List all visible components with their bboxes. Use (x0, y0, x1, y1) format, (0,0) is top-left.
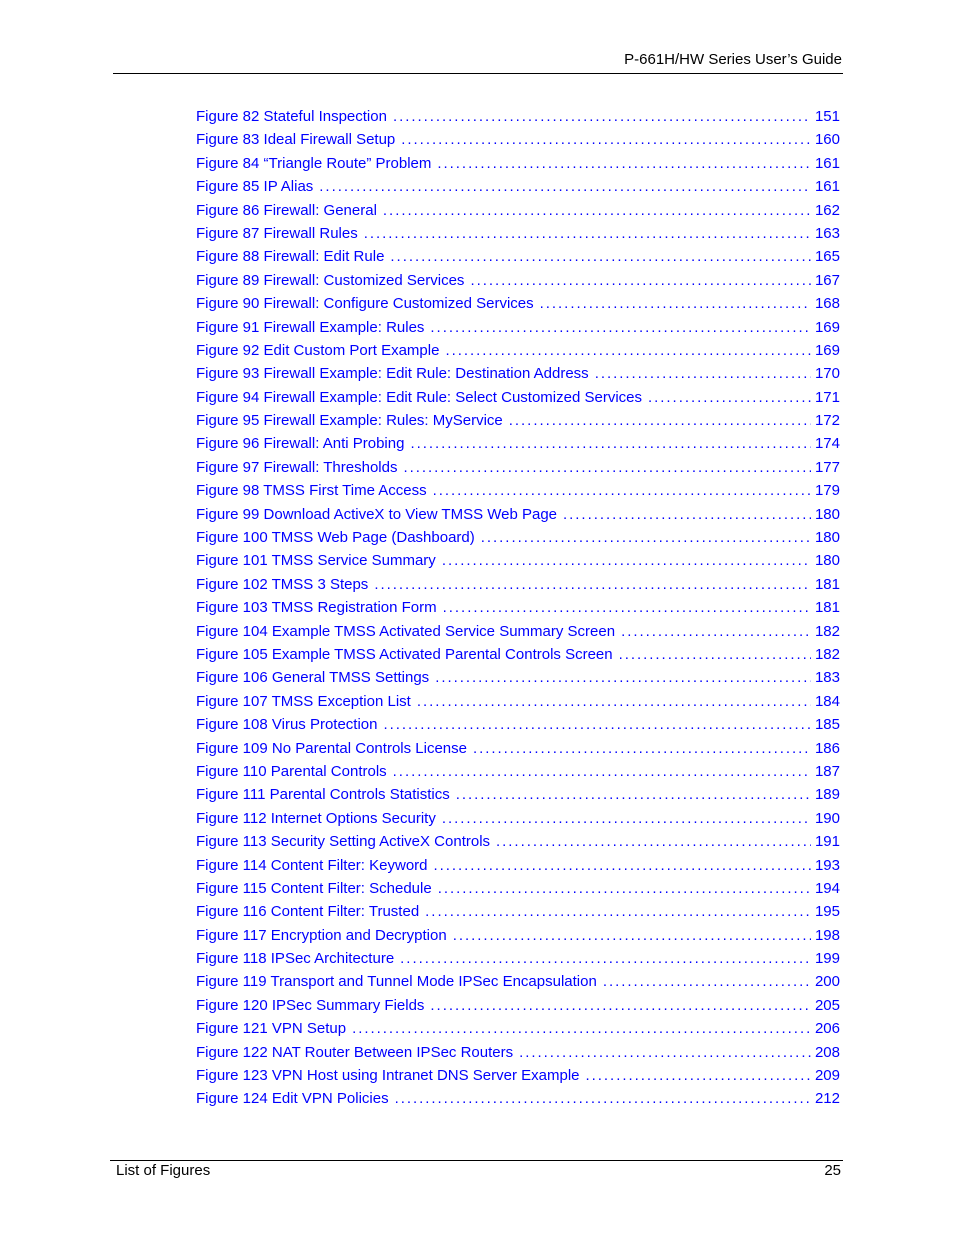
toc-entry-page-number[interactable]: 151 (814, 108, 840, 125)
toc-entry[interactable] (196, 292, 840, 315)
toc-entry-title[interactable]: Figure 85 IP Alias (196, 178, 314, 196)
toc-entry-title[interactable]: Figure 92 Edit Custom Port Example (196, 341, 440, 359)
toc-dot-leader (621, 620, 811, 643)
toc-dot-leader (470, 269, 811, 292)
toc-entry-page-number[interactable]: 195 (814, 903, 840, 921)
toc-dot-leader (430, 316, 811, 339)
toc-entry-page-number[interactable]: 194 (814, 879, 840, 897)
toc-entry-title[interactable]: Figure 120 IPSec Summary Fields (196, 996, 425, 1014)
toc-dot-leader (456, 783, 811, 806)
toc-dot-leader (352, 1017, 811, 1040)
toc-entry[interactable] (196, 549, 840, 572)
toc-entry[interactable] (196, 737, 840, 760)
toc-entry-page-number[interactable]: 193 (814, 856, 840, 874)
toc-entry-title[interactable]: Figure 93 Firewall Example: Edit Rule: Destination Address (196, 365, 589, 383)
toc-entry[interactable] (196, 807, 840, 830)
toc-dot-leader (433, 479, 811, 502)
toc-dot-leader (442, 807, 811, 830)
toc-entry-page-number[interactable]: 160 (814, 131, 840, 149)
toc-entry-page-number[interactable]: 174 (814, 435, 840, 453)
toc-entry-title[interactable]: Figure 111 Parental Controls Statistics (196, 786, 450, 804)
toc-entry-page-number[interactable]: 180 (814, 505, 840, 523)
toc-entry[interactable] (196, 596, 840, 619)
toc-entry[interactable] (196, 994, 840, 1017)
toc-dot-leader (438, 877, 811, 900)
toc-entry[interactable] (196, 854, 840, 877)
toc-entry-page-number[interactable]: 181 (814, 575, 840, 593)
footer-rule (110, 1160, 843, 1161)
toc-entry[interactable] (196, 1041, 840, 1064)
toc-dot-leader (401, 128, 811, 151)
toc-dot-leader (383, 199, 811, 222)
toc-entry-title[interactable]: Figure 99 Download ActiveX to View TMSS Web Page (196, 505, 558, 523)
toc-dot-leader (417, 690, 811, 713)
toc-entry[interactable] (196, 573, 840, 596)
toc-entry-title[interactable]: Figure 88 Firewall: Edit Rule (196, 248, 385, 266)
toc-entry-title[interactable]: Figure 117 Encryption and Decryption (196, 926, 447, 944)
toc-entry-page-number[interactable]: 169 (814, 341, 840, 359)
toc-entry-page-number[interactable]: 187 (814, 762, 840, 780)
toc-dot-leader (393, 105, 811, 128)
toc-dot-leader (384, 713, 811, 736)
toc-entry[interactable] (196, 199, 840, 222)
toc-entry-page-number[interactable]: 172 (814, 412, 840, 430)
toc-entry-title[interactable]: Figure 89 Firewall: Customized Services (196, 271, 465, 289)
toc-entry-title[interactable]: Figure 90 Firewall: Configure Customized Services (196, 295, 534, 313)
toc-entry-title[interactable]: Figure 97 Firewall: Thresholds (196, 458, 398, 476)
footer-section-title: List of Figures (116, 1162, 211, 1179)
toc-entry-page-number[interactable]: 180 (814, 529, 840, 547)
toc-entry-page-number[interactable]: 208 (814, 1043, 840, 1061)
toc-entry[interactable] (196, 900, 840, 923)
toc-entry-title[interactable]: Figure 112 Internet Options Security (196, 809, 436, 827)
toc-entry-page-number[interactable]: 165 (814, 248, 840, 266)
toc-entry-page-number[interactable]: 163 (814, 224, 840, 242)
toc-entry-page-number[interactable]: 162 (814, 201, 840, 219)
toc-dot-leader (445, 339, 811, 362)
toc-entry-page-number[interactable]: 190 (814, 809, 840, 827)
toc-entry[interactable] (196, 526, 840, 549)
toc-entry-page-number[interactable]: 212 (814, 1090, 840, 1108)
toc-entry-title[interactable]: Figure 82 Stateful Inspection (196, 108, 387, 125)
toc-entry-page-number[interactable]: 167 (814, 271, 840, 289)
toc-entry-title[interactable]: Figure 103 TMSS Registration Form (196, 599, 437, 617)
toc-entry[interactable] (196, 503, 840, 526)
toc-dot-leader (400, 947, 811, 970)
header-rule (113, 73, 843, 74)
toc-dot-leader (430, 994, 811, 1017)
toc-entry[interactable] (196, 620, 840, 643)
toc-entry[interactable] (196, 643, 840, 666)
toc-entry[interactable] (196, 105, 840, 128)
toc-entry[interactable] (196, 877, 840, 900)
toc-dot-leader (481, 526, 811, 549)
toc-dot-leader (619, 643, 811, 666)
toc-entry-title[interactable]: Figure 95 Firewall Example: Rules: MyService (196, 412, 503, 430)
toc-dot-leader (496, 830, 811, 853)
list-of-figures (196, 105, 840, 1111)
toc-entry[interactable] (196, 152, 840, 175)
toc-entry-title[interactable]: Figure 106 General TMSS Settings (196, 669, 430, 687)
toc-entry-page-number[interactable]: 177 (814, 458, 840, 476)
toc-entry-title[interactable]: Figure 119 Transport and Tunnel Mode IPSec Encapsulation (196, 973, 597, 991)
toc-entry-title[interactable]: Figure 101 TMSS Service Summary (196, 552, 436, 570)
toc-dot-leader (563, 503, 811, 526)
toc-entry[interactable] (196, 269, 840, 292)
toc-dot-leader (540, 292, 811, 315)
toc-dot-leader (435, 666, 811, 689)
toc-dot-leader (586, 1064, 811, 1087)
toc-dot-leader (425, 900, 811, 923)
toc-entry-title[interactable]: Figure 118 IPSec Architecture (196, 950, 395, 968)
toc-entry-title[interactable]: Figure 94 Firewall Example: Edit Rule: Select Customized Services (196, 388, 643, 406)
toc-dot-leader (519, 1041, 811, 1064)
toc-entry-page-number[interactable]: 209 (814, 1067, 840, 1085)
toc-entry[interactable] (196, 175, 840, 198)
toc-entry[interactable] (196, 409, 840, 432)
toc-entry[interactable] (196, 362, 840, 385)
toc-entry-title[interactable]: Figure 102 TMSS 3 Steps (196, 575, 369, 593)
toc-entry-page-number[interactable]: 171 (814, 388, 840, 406)
toc-dot-leader (374, 573, 811, 596)
toc-entry[interactable] (196, 1064, 840, 1087)
toc-entry-page-number[interactable]: 191 (814, 833, 840, 851)
toc-entry[interactable] (196, 713, 840, 736)
toc-entry[interactable] (196, 947, 840, 970)
toc-entry-page-number[interactable]: 205 (814, 996, 840, 1014)
toc-entry[interactable] (196, 970, 840, 993)
toc-entry-page-number[interactable]: 169 (814, 318, 840, 336)
toc-entry-title[interactable]: Figure 105 Example TMSS Activated Parental Controls Screen (196, 645, 613, 663)
toc-entry[interactable] (196, 666, 840, 689)
toc-entry-title[interactable]: Figure 113 Security Setting ActiveX Controls (196, 833, 491, 851)
toc-entry[interactable] (196, 690, 840, 713)
toc-dot-leader (603, 970, 811, 993)
toc-entry-title[interactable]: Figure 87 Firewall Rules (196, 224, 358, 242)
toc-entry-page-number[interactable]: 182 (814, 622, 840, 640)
toc-dot-leader (443, 596, 811, 619)
toc-dot-leader (410, 432, 811, 455)
toc-entry[interactable] (196, 432, 840, 455)
toc-dot-leader (442, 549, 811, 572)
toc-entry-title[interactable]: Figure 91 Firewall Example: Rules (196, 318, 425, 336)
toc-entry[interactable] (196, 222, 840, 245)
toc-entry[interactable] (196, 1017, 840, 1040)
toc-dot-leader (437, 152, 811, 175)
toc-entry-title[interactable]: Figure 96 Firewall: Anti Probing (196, 435, 405, 453)
toc-entry-title[interactable]: Figure 107 TMSS Exception List (196, 692, 411, 710)
toc-entry-title[interactable]: Figure 115 Content Filter: Schedule (196, 879, 432, 897)
running-header-title: P-661H/HW Series User’s Guide (624, 51, 842, 68)
toc-dot-leader (648, 386, 811, 409)
toc-entry-title[interactable]: Figure 83 Ideal Firewall Setup (196, 131, 396, 149)
toc-entry-page-number[interactable]: 168 (814, 295, 840, 313)
toc-entry-page-number[interactable]: 184 (814, 692, 840, 710)
toc-entry-title[interactable]: Figure 84 “Triangle Route” Problem (196, 154, 432, 172)
toc-dot-leader (319, 175, 811, 198)
toc-entry-page-number[interactable]: 181 (814, 599, 840, 617)
toc-entry-page-number[interactable]: 180 (814, 552, 840, 570)
toc-entry-page-number[interactable]: 189 (814, 786, 840, 804)
toc-entry-title[interactable]: Figure 86 Firewall: General (196, 201, 377, 219)
toc-entry-title[interactable]: Figure 124 Edit VPN Policies (196, 1090, 389, 1108)
toc-entry-page-number[interactable]: 161 (814, 154, 840, 172)
toc-entry-title[interactable]: Figure 110 Parental Controls (196, 762, 387, 780)
toc-dot-leader (509, 409, 811, 432)
toc-entry-title[interactable]: Figure 114 Content Filter: Keyword (196, 856, 428, 874)
toc-entry[interactable] (196, 339, 840, 362)
toc-entry[interactable] (196, 386, 840, 409)
toc-entry-title[interactable]: Figure 104 Example TMSS Activated Service Summary Screen (196, 622, 616, 640)
toc-entry-page-number[interactable]: 198 (814, 926, 840, 944)
toc-entry-page-number[interactable]: 182 (814, 645, 840, 663)
toc-dot-leader (434, 854, 811, 877)
toc-dot-leader (403, 456, 810, 479)
toc-entry-page-number[interactable]: 200 (814, 973, 840, 991)
toc-entry[interactable] (196, 783, 840, 806)
toc-dot-leader (595, 362, 811, 385)
toc-entry[interactable] (196, 128, 840, 151)
toc-entry[interactable] (196, 245, 840, 268)
toc-entry[interactable] (196, 479, 840, 502)
toc-entry-title[interactable]: Figure 123 VPN Host using Intranet DNS Server Example (196, 1067, 580, 1085)
toc-entry[interactable] (196, 760, 840, 783)
toc-dot-leader (473, 737, 811, 760)
toc-entry-title[interactable]: Figure 116 Content Filter: Trusted (196, 903, 420, 921)
toc-entry-page-number[interactable]: 185 (814, 716, 840, 734)
toc-entry-page-number[interactable]: 161 (814, 178, 840, 196)
toc-entry[interactable] (196, 456, 840, 479)
toc-entry-title[interactable]: Figure 108 Virus Protection (196, 716, 378, 734)
toc-entry-title[interactable]: Figure 121 VPN Setup (196, 1020, 347, 1038)
toc-entry[interactable] (196, 924, 840, 947)
toc-entry-page-number[interactable]: 186 (814, 739, 840, 757)
footer-page-number: 25 (824, 1162, 841, 1179)
toc-entry-page-number[interactable]: 183 (814, 669, 840, 687)
toc-entry-title[interactable]: Figure 109 No Parental Controls License (196, 739, 467, 757)
toc-entry[interactable] (196, 830, 840, 853)
toc-entry-title[interactable]: Figure 122 NAT Router Between IPSec Routers (196, 1043, 514, 1061)
toc-dot-leader (390, 245, 811, 268)
toc-entry-page-number[interactable]: 199 (814, 950, 840, 968)
toc-dot-leader (393, 760, 811, 783)
toc-entry[interactable] (196, 316, 840, 339)
toc-entry-page-number[interactable]: 179 (814, 482, 840, 500)
toc-entry-page-number[interactable]: 206 (814, 1020, 840, 1038)
toc-entry-title[interactable]: Figure 100 TMSS Web Page (Dashboard) (196, 529, 475, 547)
toc-entry[interactable] (196, 1087, 840, 1110)
toc-dot-leader (364, 222, 811, 245)
toc-entry-title[interactable]: Figure 98 TMSS First Time Access (196, 482, 427, 500)
toc-dot-leader (453, 924, 811, 947)
toc-entry-page-number[interactable]: 170 (814, 365, 840, 383)
toc-dot-leader (395, 1087, 811, 1110)
